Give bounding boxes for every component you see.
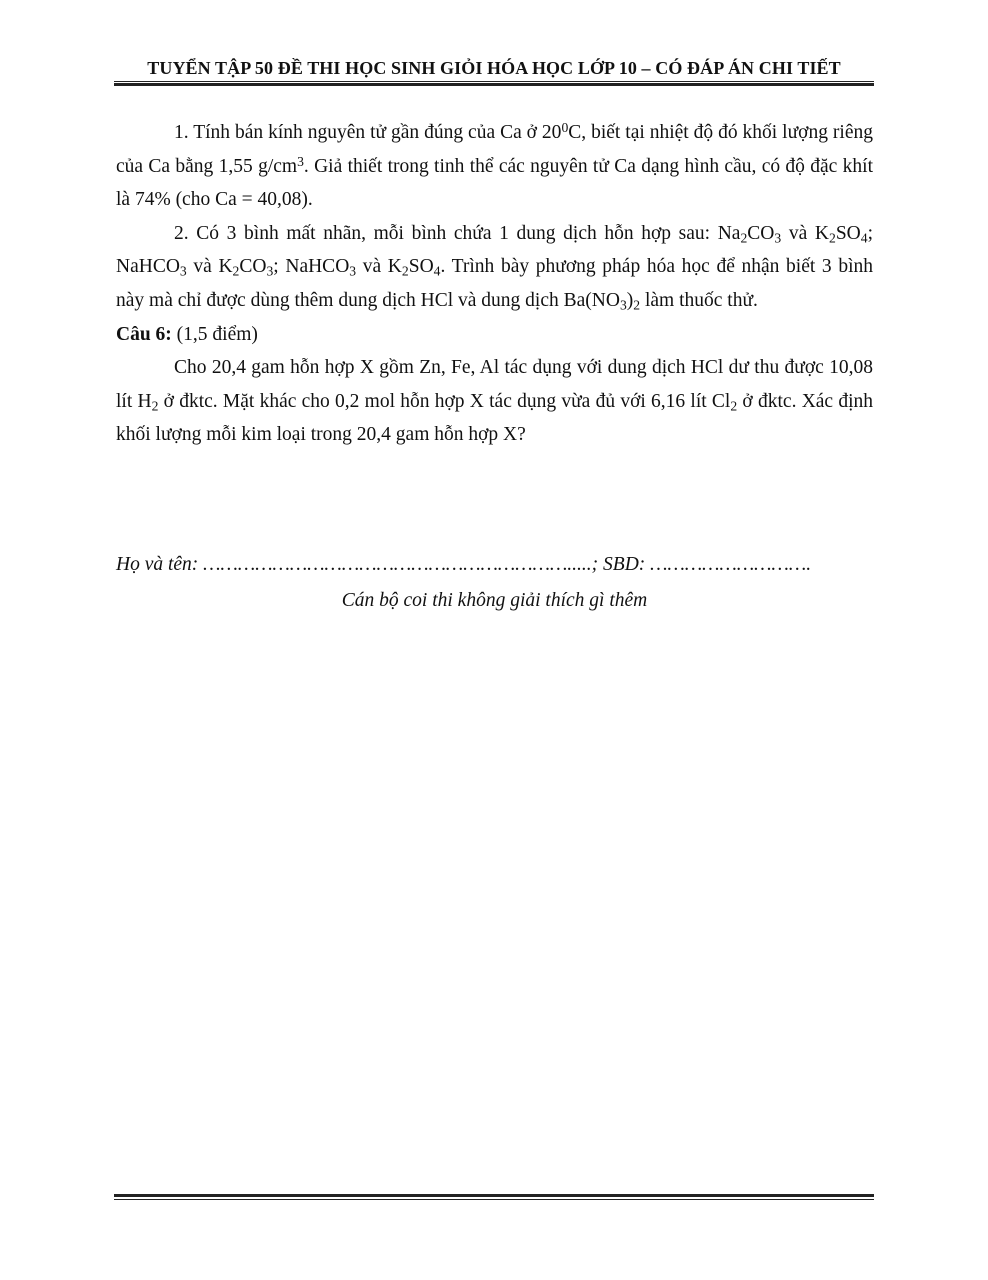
q2-text: CO — [747, 222, 775, 244]
q2-text: và K — [186, 256, 233, 278]
question-5-part-1 — [116, 116, 873, 217]
q6-text: ở đktc. Xác định khối lượng mỗi kim loại trong 20,4 gam hỗn hợp X? — [116, 390, 873, 446]
q2-text: . Trình bày phương pháp hóa học để nhận biết 3 bình này mà chỉ được dùng thêm dung dịch HCl và dung dịch Ba(NO — [116, 256, 874, 311]
question-6-heading — [116, 318, 873, 352]
q2-text: làm thuốc thử. — [640, 289, 758, 311]
q2-sub: 4 — [860, 230, 868, 246]
question-6-points: (1,5 điểm) — [171, 323, 258, 345]
q2-sub: 2 — [401, 263, 409, 279]
q2-text: ) — [626, 289, 634, 311]
q6-sub: 2 — [730, 398, 738, 414]
q2-text: và K — [781, 222, 829, 244]
candidate-signature-line: Họ và tên: ……………………………………………………….....; SBD: ………………………. — [116, 554, 812, 575]
q6-text: Cho 20,4 gam hỗn hợp X gồm Zn, Fe, Al tác dụng với dung dịch HCl dư thu được 10,08 lít H — [116, 357, 873, 412]
q2-text: và K — [356, 256, 402, 278]
q2-sub: 2 — [633, 297, 641, 313]
q1-text-a: 1. Tính bán kính nguyên tử gần đúng của Ca ở 20 — [174, 122, 562, 143]
q2-sub: 3 — [774, 230, 782, 246]
q2-text: ; NaHCO — [273, 256, 350, 278]
q1-text-b: C, biết tại nhiệt độ đó khối lượng riêng của Ca bằng 1,55 g/cm — [116, 122, 873, 177]
q1-text-c: . Giả thiết trong tinh thể các nguyên tử Ca dạng hình cầu, có độ đặc khít là 74% (cho Ca = 40,08). — [116, 155, 873, 211]
question-6-label: Câu 6: — [116, 323, 172, 345]
q6-text: ở đktc. Mặt khác cho 0,2 mol hỗn hợp X tác dụng vừa đủ với 6,16 lít Cl — [158, 390, 731, 412]
footer-double-rule — [114, 1194, 874, 1200]
document-header-title: TUYỂN TẬP 50 ĐỀ THI HỌC SINH GIỎI HÓA HỌC LỚP 10 – CÓ ĐÁP ÁN CHI TIẾT — [147, 58, 841, 78]
header-double-rule — [114, 81, 874, 86]
q2-text: SO — [408, 256, 434, 278]
q2-sub: 2 — [740, 230, 748, 246]
q1-sup-cube: 3 — [297, 153, 304, 169]
q2-text: ; NaHCO — [116, 222, 873, 278]
q2-sub: 2 — [828, 230, 836, 246]
q2-sub: 3 — [179, 263, 187, 279]
proctor-note: Cán bộ coi thi không giải thích gì thêm — [341, 590, 648, 611]
q2-text: CO — [239, 256, 267, 278]
q2-sub: 3 — [266, 263, 274, 279]
q1-sup-degree: 0 — [561, 119, 569, 135]
q6-sub: 2 — [151, 398, 159, 414]
q2-sub: 4 — [433, 263, 441, 279]
q2-text: SO — [835, 222, 861, 244]
question-5-part-2 — [116, 217, 873, 318]
exam-content — [116, 116, 873, 452]
q2-sub: 3 — [619, 297, 627, 313]
q2-text: 2. Có 3 bình mất nhãn, mỗi bình chứa 1 dung dịch hỗn hợp sau: Na — [174, 222, 741, 244]
q2-sub: 2 — [232, 263, 240, 279]
q2-sub: 3 — [349, 263, 357, 279]
question-6-body — [116, 351, 873, 452]
